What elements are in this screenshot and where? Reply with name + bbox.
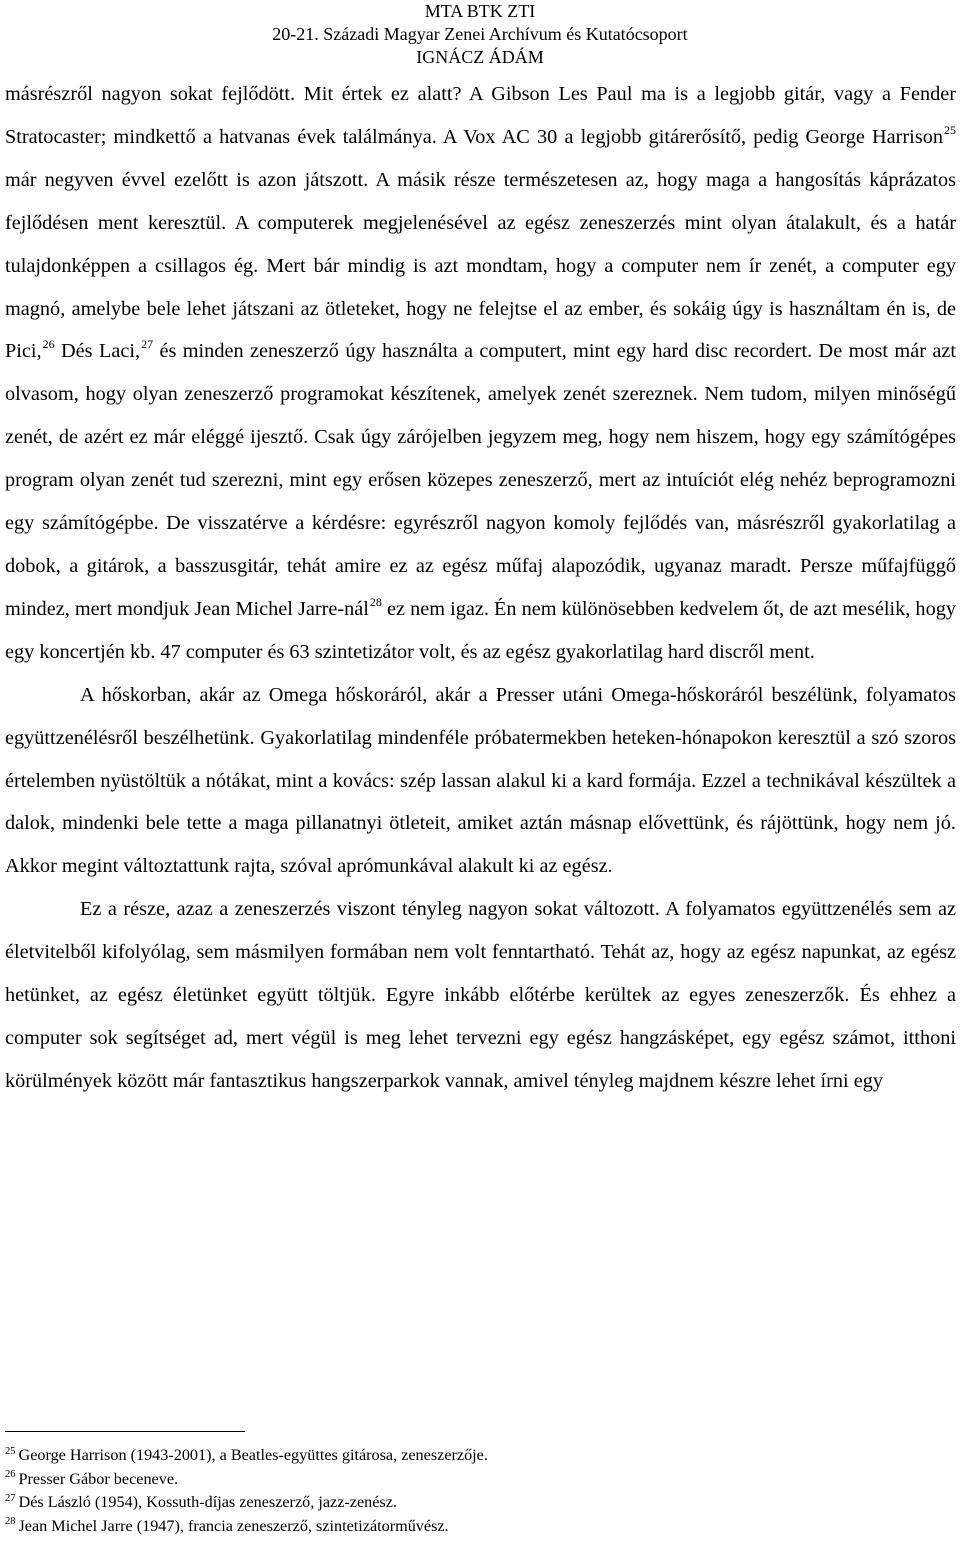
footnote-ref-25[interactable]: 25	[944, 122, 956, 137]
page-header	[0, 0, 960, 69]
paragraph-1	[5, 73, 956, 674]
text-span: másrészről nagyon sokat fejlődött. Mit értek ez alatt? A Gibson Les Paul ma is a legjobb gitár, vagy a Fender Stratocaster; mindkettő a hatvanas évek találmánya. A Vox AC 30 a legjobb gitárerősítő, pedig George Harrison	[5, 83, 956, 148]
footnote-separator	[5, 1431, 245, 1432]
footnote-number: 28	[5, 1516, 16, 1528]
paragraph-2: A hőskorban, akár az Omega hőskoráról, akár a Presser utáni Omega-hőskoráról beszélünk, folyamatos együttzenélésről beszélhetünk. Gyakorlatilag mindenféle próbatermekben heteken-hónapokon keresztül a szó szoros értelemben nyüstöltük a nótákat, mint a kovács: szép lassan alakul ki a kard formája. Ezzel a technikával készültek a dalok, mindenki bele tette a maga pillanatnyi ötleteit, amiket aztán másnap elővettünk, és rájöttünk, hogy nem jó. Akkor megint változtattunk rajta, szóval aprómunkával alakult ki az egész.	[5, 683, 956, 878]
footnote-ref-28[interactable]: 28	[369, 594, 382, 609]
footnote-text: Dés László (1954), Kossuth-díjas zeneszerző, jazz-zenész.	[18, 1493, 397, 1512]
footnote-28	[5, 1515, 955, 1539]
header-institution: MTA BTK ZTI	[424, 1, 536, 21]
footnote-text: George Harrison (1943-2001), a Beatles-együttes gitárosa, zeneszerzője.	[18, 1446, 488, 1464]
footnote-number: 27	[5, 1492, 16, 1504]
text-span: már negyven évvel ezelőtt is azon játszott. A másik része természetesen az, hogy maga a hangosítás káprázatos fejlődésen ment keresztül. A computerek megjelenésével az egész zeneszerzés mint olyan átalakult, és a határ tulajdonképpen a csillagos ég. Mert bár mindig is azt mondtam, hogy a computer nem ír zenét, a computer egy magnó, amelybe bele lehet játszani az ötleteket, hogy ne felejtse el az ember, és sokáig úgy is használtam én is, de Pici,	[5, 168, 956, 363]
footnote-text: Presser Gábor beceneve.	[18, 1469, 179, 1488]
footnote-26	[5, 1468, 955, 1492]
header-archive: 20-21. Századi Magyar Zenei Archívum és Kutatócsoport	[272, 24, 688, 44]
footnote-27	[5, 1491, 955, 1515]
footnote-number: 26	[5, 1469, 16, 1481]
header-author: IGNÁCZ ÁDÁM	[416, 47, 544, 67]
document-body	[5, 73, 956, 1103]
text-span: Dés Laci,	[54, 340, 141, 363]
footnote-ref-27[interactable]: 27	[141, 337, 154, 352]
footnote-25	[5, 1444, 955, 1468]
text-span: és minden zeneszerző úgy használta a computert, mint egy hard disc recordert. De most már azt olvasom, hogy olyan zeneszerző programokat készítenek, amelyek zenét szereznek. Nem tudom, milyen minőségű zenét, de azért ez már eléggé ijesztő. Csak úgy zárójelben jegyzem meg, hogy nem hiszem, hogy egy számítógépes program olyan zenét tud szerezni, mint egy erősen közepes zeneszerző, mert az intuíciót elég nehéz beprogramozni egy számítógépbe. De visszatérve a kérdésre: egyrészről nagyon komoly fejlődés van, másrészről gyakorlatilag a dobok, a gitárok, a basszusgitár, tehát amire ez az egész műfaj alapozódik, ugyanaz maradt. Persze műfajfüggő mindez, mert mondjuk Jean Michel Jarre-nál	[5, 340, 957, 620]
text-span: ez nem igaz. Én nem különösebben kedvelem őt, de azt mesélik, hogy egy koncertjén kb. 47 computer és 63 szintetizátor volt, és az egész gyakorlatilag hard discről ment.	[5, 597, 956, 663]
paragraph-3: Ez a része, azaz a zeneszerzés viszont tényleg nagyon sokat változott. A folyamatos együttzenélés sem az életvitelből kifolyólag, sem másmilyen formában nem volt fenntartható. Tehát az, hogy az egész napunkat, az egész hetünket, az egész életünket együtt töltjük. Egyre inkább előtérbe kerültek az egyes zeneszerzők. És ehhez a computer sok segítséget ad, mert végül is meg lehet tervezni egy egész hangzásképet, egy egész számot, itthoni körülmények között már fantasztikus hangszerparkok vannak, amivel tényleg majdnem készre lehet írni egy	[5, 898, 956, 1092]
footnote-number: 25	[5, 1445, 16, 1457]
footnote-ref-26[interactable]: 26	[42, 337, 55, 352]
footnotes	[5, 1444, 955, 1538]
footnote-text: Jean Michel Jarre (1947), francia zeneszerző, szintetizátorművész.	[18, 1516, 449, 1535]
